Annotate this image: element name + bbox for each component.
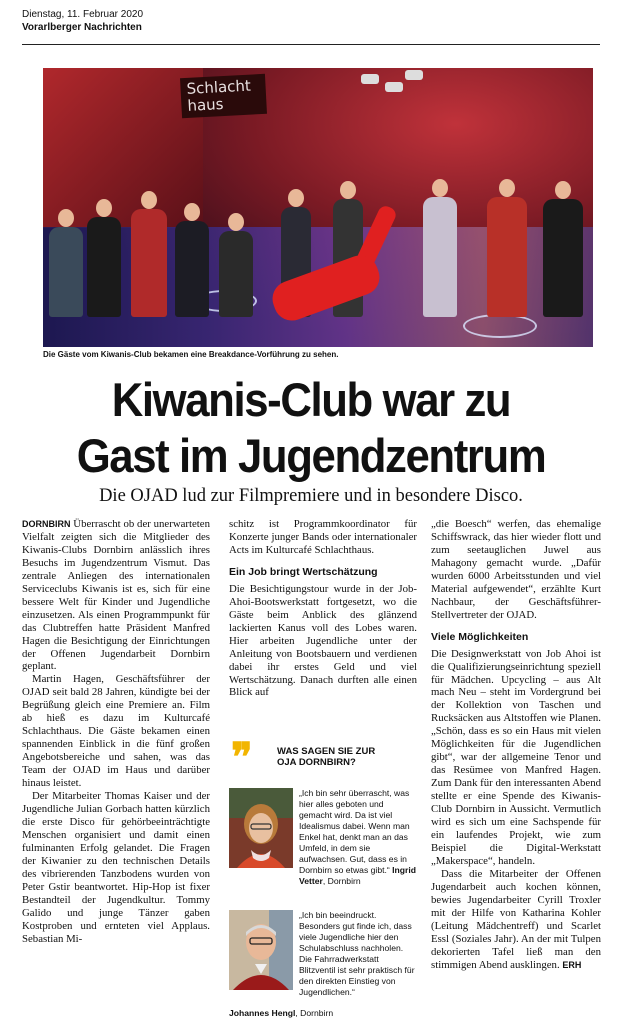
vox-entry xyxy=(229,788,417,908)
paragraph: Die Designwerkstatt von Job Ahoi ist die Qualifizierungseinrichtung speziell für Mädchen. Upcycling – aus Alt mach Neu – steht im Vordergrund bei der Kollektion von Taschen und Rucksäcken aus Altstoffen wie Planen. „Schön, dass es so ein Haus mit vielen Möglichkeiten für die Jugendlichen gibt“, war der allgemeine Tenor und das Resümee von Manfred Hagen. Zum Dank für den interessanten Abend stellte er eine Spende des Kiwanis-Club Dornbirn in Aussicht. Vermutlich wird es sich um eine Sachspende für ein laufendes Projekt, wie zum Beispiel die Digital-Werkstatt „Makerspace“, handeln. xyxy=(431,647,602,867)
vox-quote-text: „Ich bin sehr überrascht, was hier alles geboten und gemacht wird. Da ist viel Idealismus dabei. Wenn man Enkel hat, denkt man an das Umfeld, in dem sie aufwachsen. Gut, dass es in Dornbirn so etwas gibt.“ xyxy=(299,788,410,875)
article-column-3 xyxy=(431,518,601,971)
stage-light xyxy=(361,74,379,84)
paragraph: Die Besichtigungstour wurde in der Job-Ahoi-Bootswerkstatt fortgesetzt, wo die Gäste beim Anblick des glänzend lackierten Kanus voll des Lobes waren. Hier arbeiten Jugendliche unter der Anleitung von Bootsbauern und verdienen dabei ihr erstes Geld und viel Wertschätzung. Danach durften alle einen Blick auf xyxy=(229,582,417,699)
vox-title-line-1: WAS SAGEN SIE ZUR xyxy=(277,746,376,757)
vox-person-place: , Dornbirn xyxy=(295,1008,334,1018)
paragraph: schitz ist Programmkoordinator für Konzerte junger Bands oder internationaler Acts im Kulturcafé Schlachthaus. xyxy=(229,518,417,556)
stage-light xyxy=(405,70,423,80)
spectator xyxy=(87,217,121,317)
schlachthaus-sign: Schlacht haus xyxy=(180,74,267,118)
vox-entry xyxy=(229,910,417,1022)
article-column-1 xyxy=(22,518,210,945)
header-divider xyxy=(22,44,600,45)
paragraph: Martin Hagen, Geschäftsführer der OJAD seit bald 28 Jahren, kündigte bei der Begrüßung gleich eine Premiere an. Film ab hieß es dazu im Kulturcafé Schlachthaus. Die Gäste bekamen einen spannenden Einblick in die fünf großen Angebotsbereiche und sahen, was das Team der OJAD im Haus und darüber hinaus leistet. xyxy=(22,673,210,790)
photo-caption: Die Gäste vom Kiwanis-Club bekamen eine Breakdance-Vorführung zu sehen. xyxy=(43,350,339,359)
vox-person-name: Johannes Hengl xyxy=(229,1008,296,1018)
vox-person-place: , Dornbirn xyxy=(322,876,361,886)
publication-name: Vorarlberger Nachrichten xyxy=(22,22,142,33)
headline-line-2: Gast im Jugendzentrum xyxy=(76,429,546,482)
article-column-2 xyxy=(229,518,417,699)
vox-quote-text: „Ich bin beeindruckt. Besonders gut finde ich, dass viele Jugendliche hier den Schulabschluss nachholen. Die Fahrradwerkstatt Blitzventil ist sehr praktisch für den direkten Einstieg von Jugendlichen.“ xyxy=(299,910,415,997)
photo-wall xyxy=(43,68,203,228)
stage-light xyxy=(385,82,403,92)
issue-date: Dienstag, 11. Februar 2020 xyxy=(22,9,144,20)
author-initials: ERH xyxy=(562,959,582,970)
spectator xyxy=(131,209,167,317)
paragraph: Der Mitarbeiter Thomas Kaiser und der Jugendliche Julian Gorbach hatten kürzlich die erste Disco für gehörbeeinträchtigte Menschen organisiert und damit einen fulminanten Erfolg gelandet. Die Fragen der Kiwanier zu den technischen Details des vibrierenden Tanzbodens wurden von Peter Gstir beantwortet. Hip-Hop ist fixer Bestandteil der Jugendkultur. Tommy Galido und junge Tänzer gaben Kostproben und ernteten viel Applaus. Sebastian Mi- xyxy=(22,790,210,945)
floor-light-spot xyxy=(463,314,537,338)
spectator xyxy=(487,197,527,317)
portrait-photo xyxy=(229,788,293,868)
headline-line-1: Kiwanis-Club war zu xyxy=(111,373,511,426)
vox-title xyxy=(229,734,417,781)
paragraph: Dass die Mitarbeiter der Offenen Jugendarbeit auch kochen können, bewies Jugendarbeiter Cyrill Troxler mit der Hilfe von Katharina Kohler (Leitung Mädchentreff) und Scarlet Essl (Soziales Jahr). An der mit Tulpen dekorierten Tafel ließ man den stimmigen Abend ausklingen. xyxy=(431,867,601,971)
spectator xyxy=(175,221,209,317)
vox-person-name: Ingrid Vetter xyxy=(299,865,417,886)
spectator xyxy=(543,199,583,317)
subheading: Viele Möglichkeiten xyxy=(431,630,529,643)
portrait-photo xyxy=(229,910,293,990)
spectator xyxy=(423,197,457,317)
article-subheadline: Die OJAD lud zur Filmpremiere und in besondere Disco. xyxy=(99,486,523,506)
vox-title-line-2: OJA DORNBIRN? xyxy=(277,757,356,768)
subheading: Ein Job bringt Wertschätzung xyxy=(229,565,378,578)
article-headline xyxy=(42,372,580,484)
dateline: DORNBIRN xyxy=(22,519,71,529)
spectator xyxy=(49,227,83,317)
vox-pop-box xyxy=(229,734,417,1023)
page-header xyxy=(22,8,598,34)
paragraph: „die Boesch“ werfen, das ehemalige Schiffswrack, das hier wieder flott und zum seetauglichen Juwel aus Mahagony gemacht wurde. „Dafür wurden 6000 Arbeitsstunden und viel Material aufgewendet“, erzählte Kurt Nachbaur, der Geschäftsführer-Stellvertreter der OJAD. xyxy=(431,518,601,621)
spectator xyxy=(219,231,253,317)
quote-mark-icon: ❞ xyxy=(231,734,253,781)
article-photo xyxy=(43,68,593,347)
paragraph: Überrascht ob der unerwarteten Vielfalt zeigten sich die Mitglieder des Kiwanis-Clubs Dornbirn anlässlich ihres Besuchs im Jugendzentrum Vismut. Das zentrale Anliegen des internationalen Serviceclubs Kiwanis ist es, sich für eine bessere Welt für Kinder und Jugendliche einzusetzen. Als einen Programmpunkt für das Clubtreffen hatte Präsident Manfred Hagen die Besichtigung der Einrichtungen der Offenen Jugendarbeit Dornbirn geplant. xyxy=(22,518,210,673)
